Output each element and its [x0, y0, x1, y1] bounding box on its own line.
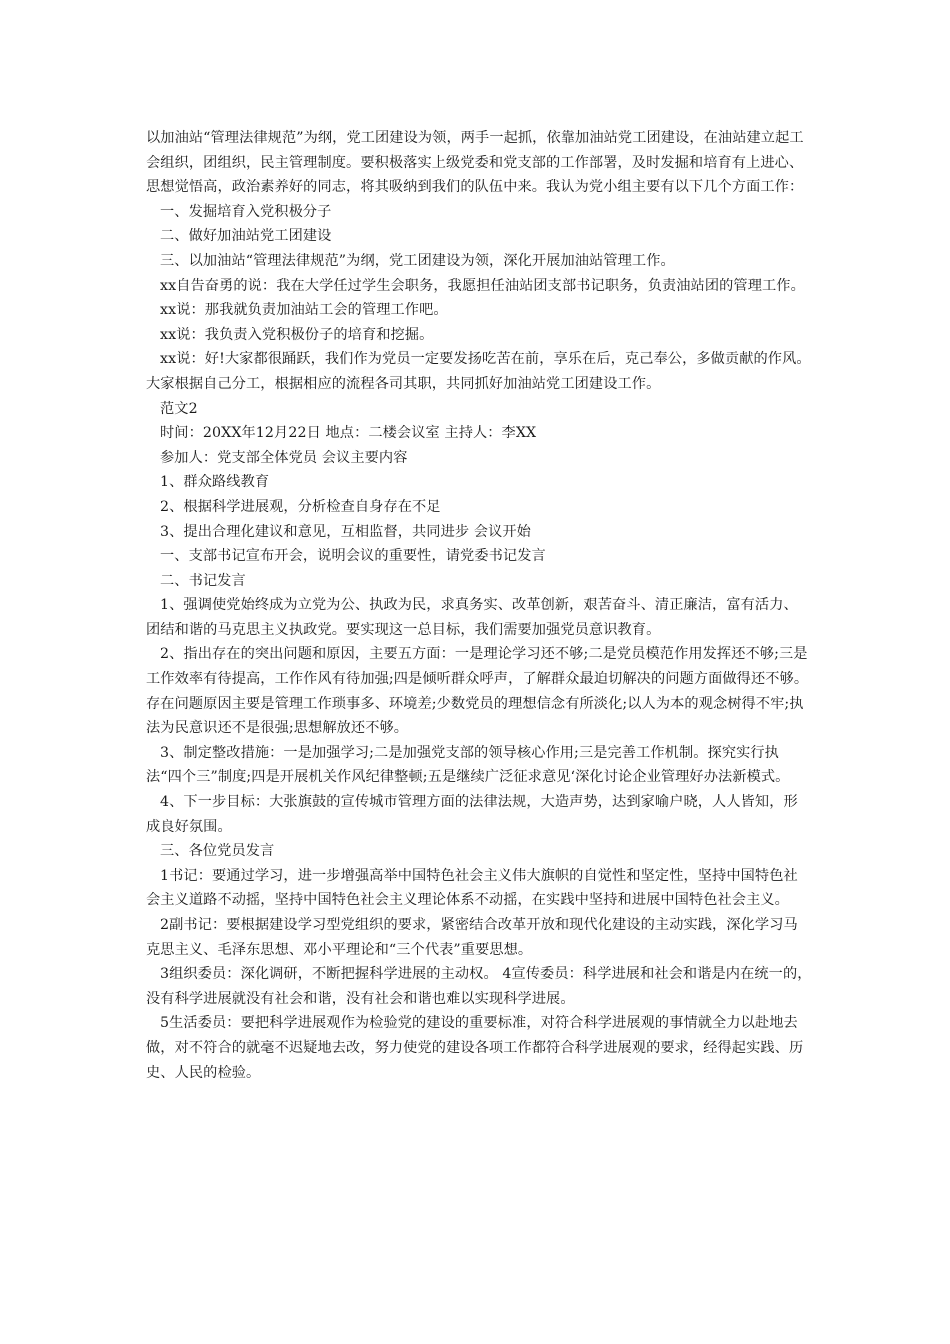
paragraph: 二、做好加油站党工团建设	[160, 228, 332, 245]
list-item: 3、提出合理化建议和意见，互相监督，共同进步 会议开始	[160, 523, 531, 540]
paragraph: xx说：那我就负责加油站工会的管理工作吧。	[160, 302, 448, 319]
paragraph: xx说：好!大家都很踊跃，我们作为党员一定要发扬吃苦在前，享乐在后，克己奉公，多做贡献的作风。大家根据自己分工，根据相应的流程各司其职，共同抓好加油站党工团建设工作。	[146, 351, 811, 392]
meeting-info: 时间：20XX年12月22日 地点：二楼会议室 主持人：李XX	[160, 425, 537, 442]
paragraph: 4、下一步目标：大张旗鼓的宣传城市管理方面的法律法规，大造声势，达到家喻户晓，人人皆知，形成良好氛围。	[146, 794, 798, 835]
paragraph: 1、强调使党始终成为立党为公、执政为民，求真务实、改革创新，艰苦奋斗、清正廉洁，富有活力、团结和谐的马克思主义执政党。要实现这一总目标，我们需要加强党员意识教育。	[146, 597, 798, 638]
paragraph: 5生活委员：要把科学进展观作为检验党的建设的重要标准，对符合科学进展观的事情就全力以赴地去做，对不符合的就毫不迟疑地去改，努力使党的建设各项工作都符合科学进展观的要求，经得起实践、历史、人民的检验。	[146, 1015, 804, 1081]
paragraph: 2、指出存在的突出问题和原因，主要五方面：一是理论学习还不够;二是党员模范作用发挥还不够;三是工作效率有待提高，工作作风有待加强;四是倾听群众呼声，了解群众最迫切解决的问题方面做得还不够。存在问题原因主要是管理工作琐事多、环境差;少数党员的理想信念有所淡化;以人为本的观念树得不牢;执法为民意识还不是很强;思想解放还不够。	[146, 646, 809, 737]
paragraph: 3组织委员：深化调研，不断把握科学进展的主动权。 4宣传委员：科学进展和社会和谐是内在统一的，没有科学进展就没有社会和谐，没有社会和谐也难以实现科学进展。	[146, 966, 812, 1007]
paragraph: 三、各位党员发言	[160, 843, 275, 860]
paragraph: xx自告奋勇的说：我在大学任过学生会职务，我愿担任油站团支部书记职务，负责油站团的管理工作。	[160, 277, 805, 294]
paragraph: 一、发掘培育入党积极分子	[160, 203, 332, 220]
paragraph: 二、书记发言	[160, 572, 246, 589]
document-body	[146, 126, 812, 1085]
paragraph: 1书记：要通过学习，进一步增强高举中国特色社会主义伟大旗帜的自觉性和坚定性，坚持中国特色社会主义道路不动摇，坚持中国特色社会主义理论体系不动摇，在实践中坚持和进展中国特色社会主义。	[146, 867, 798, 909]
section-heading: 范文2	[160, 400, 198, 417]
list-item: 1、群众路线教育	[160, 474, 270, 491]
paragraph: 三、以加油站“管理法律规范”为纲，党工团建设为领，深化开展加油站管理工作。	[160, 252, 675, 269]
paragraph: 2副书记：要根据建设学习型党组织的要求，紧密结合改革开放和现代化建设的主动实践，深化学习马克思主义、毛泽东思想、邓小平理论和“三个代表”重要思想。	[146, 917, 798, 958]
paragraph: xx说：我负责入党积极份子的培育和挖掘。	[160, 326, 434, 343]
list-item: 2、根据科学进展观，分析检查自身存在不足	[160, 498, 441, 515]
paragraph: 以加油站“管理法律规范”为纲，党工团建设为领，两手一起抓，依靠加油站党工团建设，在油站建立起工会组织，团组织，民主管理制度。要积极落实上级党委和党支部的工作部署，及时发掘和培育有上进心、思想觉悟高，政治素养好的同志，将其吸纳到我们的队伍中来。我认为党小组主要有以下几个方面工作：	[146, 130, 804, 196]
paragraph: 一、支部书记宣布开会，说明会议的重要性，请党委书记发言	[160, 548, 546, 565]
meeting-attendees: 参加人：党支部全体党员 会议主要内容	[160, 449, 408, 466]
paragraph: 3、制定整改措施：一是加强学习;二是加强党支部的领导核心作用;三是完善工作机制。探究实行执法“四个三”制度;四是开展机关作风纪律整顿;五是继续广泛征求意见‘深化讨论企业管理好办法新模式。	[146, 744, 790, 786]
